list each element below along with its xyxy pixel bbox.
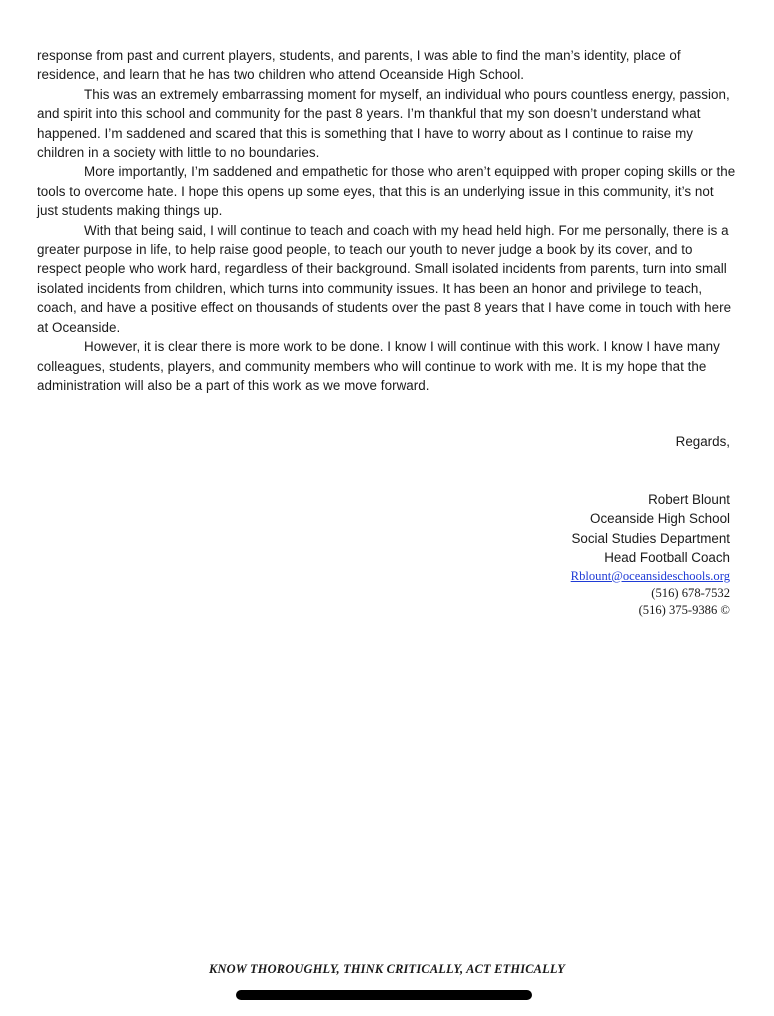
paragraph-4: With that being said, I will continue to teach and coach with my head held high. For me personally, there is a greater purpose in life, to help raise good people, to teach our youth to never judge a book by its cover, and to respect people who work hard, regardless of their background. Small isolated incidents from parents, turn into small isolated incidents from children, which turns into community issues. It has been an honor and privilege to teach, coach, and have a positive effect on thousands of students over the past 8 years that I have come in touch with here at Oceanside.: [37, 222, 732, 335]
paragraph-2: This was an extremely embarrassing moment for myself, an individual who pours countless energy, passion, and spirit into this school and community for the past 8 years. I’m thankful that my son doesn’t understand what happened. I’m saddened and scared that this is something that I have to worry about as I continue to raise my children in a society with little to no boundaries.: [37, 86, 730, 161]
letter-body: [37, 46, 737, 395]
signature-name: Robert Blount: [648, 492, 730, 507]
email-link[interactable]: Rblount@oceansideschools.org: [570, 568, 730, 583]
paragraph-3: More importantly, I’m saddened and empathetic for those who aren’t equipped with proper coping skills or the tools to overcome hate. I hope this opens up some eyes, that this is an underlying issue in this community, it’s not just students making things up.: [37, 164, 736, 219]
phone-cell: (516) 375-9386 ©: [638, 602, 730, 617]
paragraph-1: response from past and current players, students, and parents, I was able to find the man’s identity, place of residence, and learn that he has two children who attend Oceanside High School.: [37, 48, 681, 83]
closing-salutation: Regards,: [675, 434, 730, 449]
signature-title: Head Football Coach: [604, 550, 730, 566]
paragraph-5: However, it is clear there is more work to be done. I know I will continue with this work. I know I have many colleagues, students, players, and community members who will continue to work with me. It is my hope that the administration will also be a part of this work as we move forward.: [37, 339, 720, 393]
signature-block: [571, 490, 730, 619]
home-indicator-bar[interactable]: [236, 990, 532, 1000]
signature-department: Social Studies Department: [571, 530, 730, 546]
signature-school: Oceanside High School: [590, 511, 730, 527]
phone-office: (516) 678-7532: [651, 585, 730, 600]
contact-info: [571, 568, 730, 619]
footer-motto: KNOW THOROUGHLY, THINK CRITICALLY, ACT ETHICALLY: [208, 962, 565, 976]
